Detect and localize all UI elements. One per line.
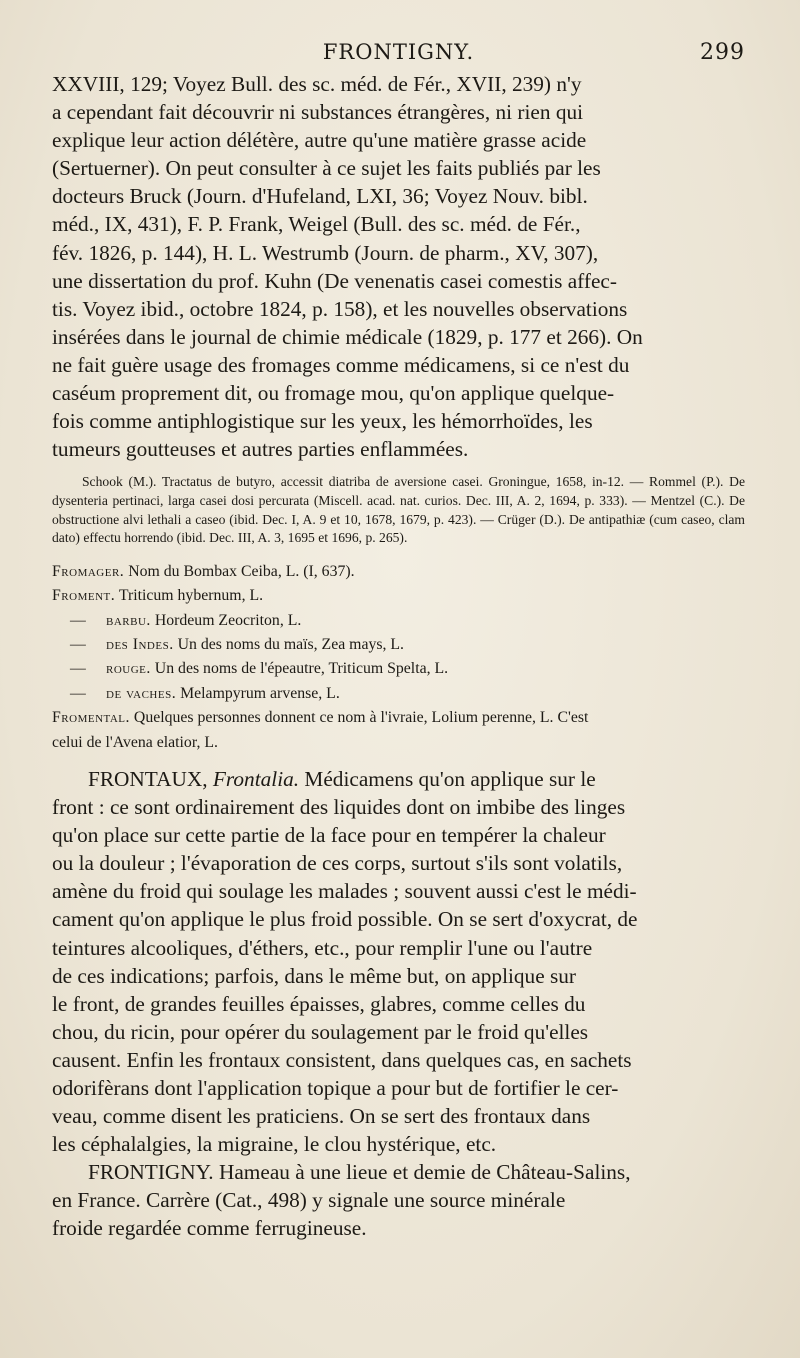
text-line: de ces indications; parfois, dans le même but, on applique sur [52, 963, 577, 988]
page-header [52, 36, 745, 70]
running-title: FRONTIGNY. [322, 40, 475, 64]
article-head: FRONTIGNY. [88, 1160, 214, 1185]
text-line: amène du froid qui soulage les malades ; souvent aussi c'est le médi- [52, 879, 637, 904]
text-line: veau, comme disent les praticiens. On se sert des frontaux dans [52, 1104, 591, 1129]
text-line: tumeurs goutteuses et autres parties enflammées. [52, 437, 469, 462]
entry-froment [52, 584, 745, 608]
text-line: (Sertuerner). On peut consulter à ce sujet les faits publiés par les [52, 156, 601, 181]
entry-text: Un des noms du maïs, Zea mays, L. [177, 635, 405, 653]
entry-fromental [52, 706, 745, 730]
text-line: XXVIII, 129; Voyez Bull. des sc. méd. de Fér., XVII, 239) n'y [52, 72, 582, 96]
text-line: causent. Enfin les frontaux consistent, dans quelques cas, en sachets [52, 1047, 632, 1072]
entry-dash: — [70, 660, 86, 678]
entry-text: Hordeum Zeocriton, L. [154, 611, 302, 629]
entry-text: Nom du Bombax Ceiba, L. (I, 637). [128, 562, 355, 580]
entry-head: Fromager. [52, 562, 125, 580]
article-head: FRONTAUX, [88, 766, 208, 791]
text-line: a cependant fait découvrir ni substances étrangères, ni rien qui [52, 100, 584, 125]
text-line: fév. 1826, p. 144), H. L. Westrumb (Journ. de pharm., XV, 307), [52, 240, 599, 265]
text-line: le front, de grandes feuilles épaisses, glabres, comme celles du [52, 991, 586, 1016]
entry-head: des Indes. [106, 635, 174, 653]
entry-froment-rouge [52, 657, 745, 681]
page-number: 299 [700, 40, 745, 65]
text-line: docteurs Bruck (Journ. d'Hufeland, LXI, 36; Voyez Nouv. bibl. [52, 184, 588, 209]
text-line: froide regardée comme ferrugineuse. [52, 1216, 367, 1241]
entry-head: Froment. [52, 587, 116, 605]
text-line: odorifèrans dont l'application topique a pour but de fortifier le cer- [52, 1075, 619, 1100]
text-line: teintures alcooliques, d'éthers, etc., pour remplir l'une ou l'autre [52, 935, 593, 960]
text-line: fois comme antiphlogistique sur les yeux, les hémorrhoïdes, les [52, 409, 593, 434]
text-span: Médicamens qu'on applique sur le [304, 766, 596, 791]
text-line: cament qu'on applique le plus froid possible. On se sert d'oxycrat, de [52, 907, 638, 932]
entry-text: Triticum hybernum, L. [118, 587, 264, 605]
text-line: une dissertation du prof. Kuhn (De venenatis casei comestis affec- [52, 268, 617, 293]
text-span: Hameau à une lieue et demie de Château-Salins, [218, 1160, 631, 1185]
text-line: méd., IX, 431), F. P. Frank, Weigel (Bull. des sc. méd. de Fér., [52, 212, 581, 237]
entry-froment-barbu [52, 609, 745, 633]
entry-text: Melampyrum arvense, L. [180, 684, 340, 702]
article-frontaux [52, 765, 745, 1158]
text-line: ou la douleur ; l'évaporation de ces corps, surtout s'ils sont volatils, [52, 851, 623, 876]
entry-head: barbu. [106, 611, 151, 629]
text-line: caséum proprement dit, ou fromage mou, qu'on applique quelque- [52, 381, 615, 406]
text-line: explique leur action délétère, autre qu'une matière grasse acide [52, 128, 587, 153]
dictionary-entries [52, 560, 745, 755]
entry-text: Un des noms de l'épeautre, Triticum Spelta, L. [154, 660, 449, 678]
article-latin-name: Frontalia. [212, 766, 300, 791]
entry-fromager [52, 560, 745, 584]
text-line: les céphalalgies, la migraine, le clou hystérique, etc. [52, 1132, 497, 1157]
entry-head: Fromental. [52, 709, 130, 727]
entry-fromental-continued: celui de l'Avena elatior, L. [52, 733, 218, 751]
text-line: insérées dans le journal de chimie médicale (1829, p. 177 et 266). On [52, 324, 643, 349]
bibliography-references: Schook (M.). Tractatus de butyro, accessit diatriba de aversione casei. Groningue, 1658, in-12. — Rommel (P.). De dysenteria pertinaci, larga casei dosi percurata (Miscell. acad. nat. curios. Dec. III, A. 2, 1694, p. 333). — Mentzel (C.). De obstructione alvi lethali a caseo (ibid. Dec. I, A. 9 et 10, 1678, 1679, p. 423). — Crüger (D.). De antipathiæ (cum caseo, clam dato) effectu horrendo (ibid. Dec. III, A. 3, 1695 et 1696, p. 265). [52, 474, 745, 546]
entry-dash: — [70, 611, 86, 629]
paragraph-fromage-continued [52, 70, 745, 463]
text-line [52, 1158, 745, 1186]
text-line: tis. Voyez ibid., octobre 1824, p. 158), et les nouvelles observations [52, 296, 628, 321]
entry-froment-des-indes [52, 633, 745, 657]
entry-dash: — [70, 684, 86, 702]
entry-head: de vaches. [106, 684, 177, 702]
article-frontigny [52, 1158, 745, 1242]
text-line: chou, du ricin, pour opérer du soulagement par le froid qu'elles [52, 1019, 589, 1044]
text-line: qu'on place sur cette partie de la face pour en tempérer la chaleur [52, 823, 606, 848]
text-line: en France. Carrère (Cat., 498) y signale une source minérale [52, 1188, 566, 1213]
text-line: ne fait guère usage des fromages comme médicamens, si ce n'est du [52, 352, 630, 377]
text-line [52, 765, 745, 793]
text-line: front : ce sont ordinairement des liquides dont on imbibe des linges [52, 795, 626, 820]
entry-text: Quelques personnes donnent ce nom à l'ivraie, Lolium perenne, L. C'est [133, 709, 589, 727]
entry-head: rouge. [106, 660, 151, 678]
entry-froment-de-vaches [52, 682, 745, 706]
entry-dash: — [70, 635, 86, 653]
